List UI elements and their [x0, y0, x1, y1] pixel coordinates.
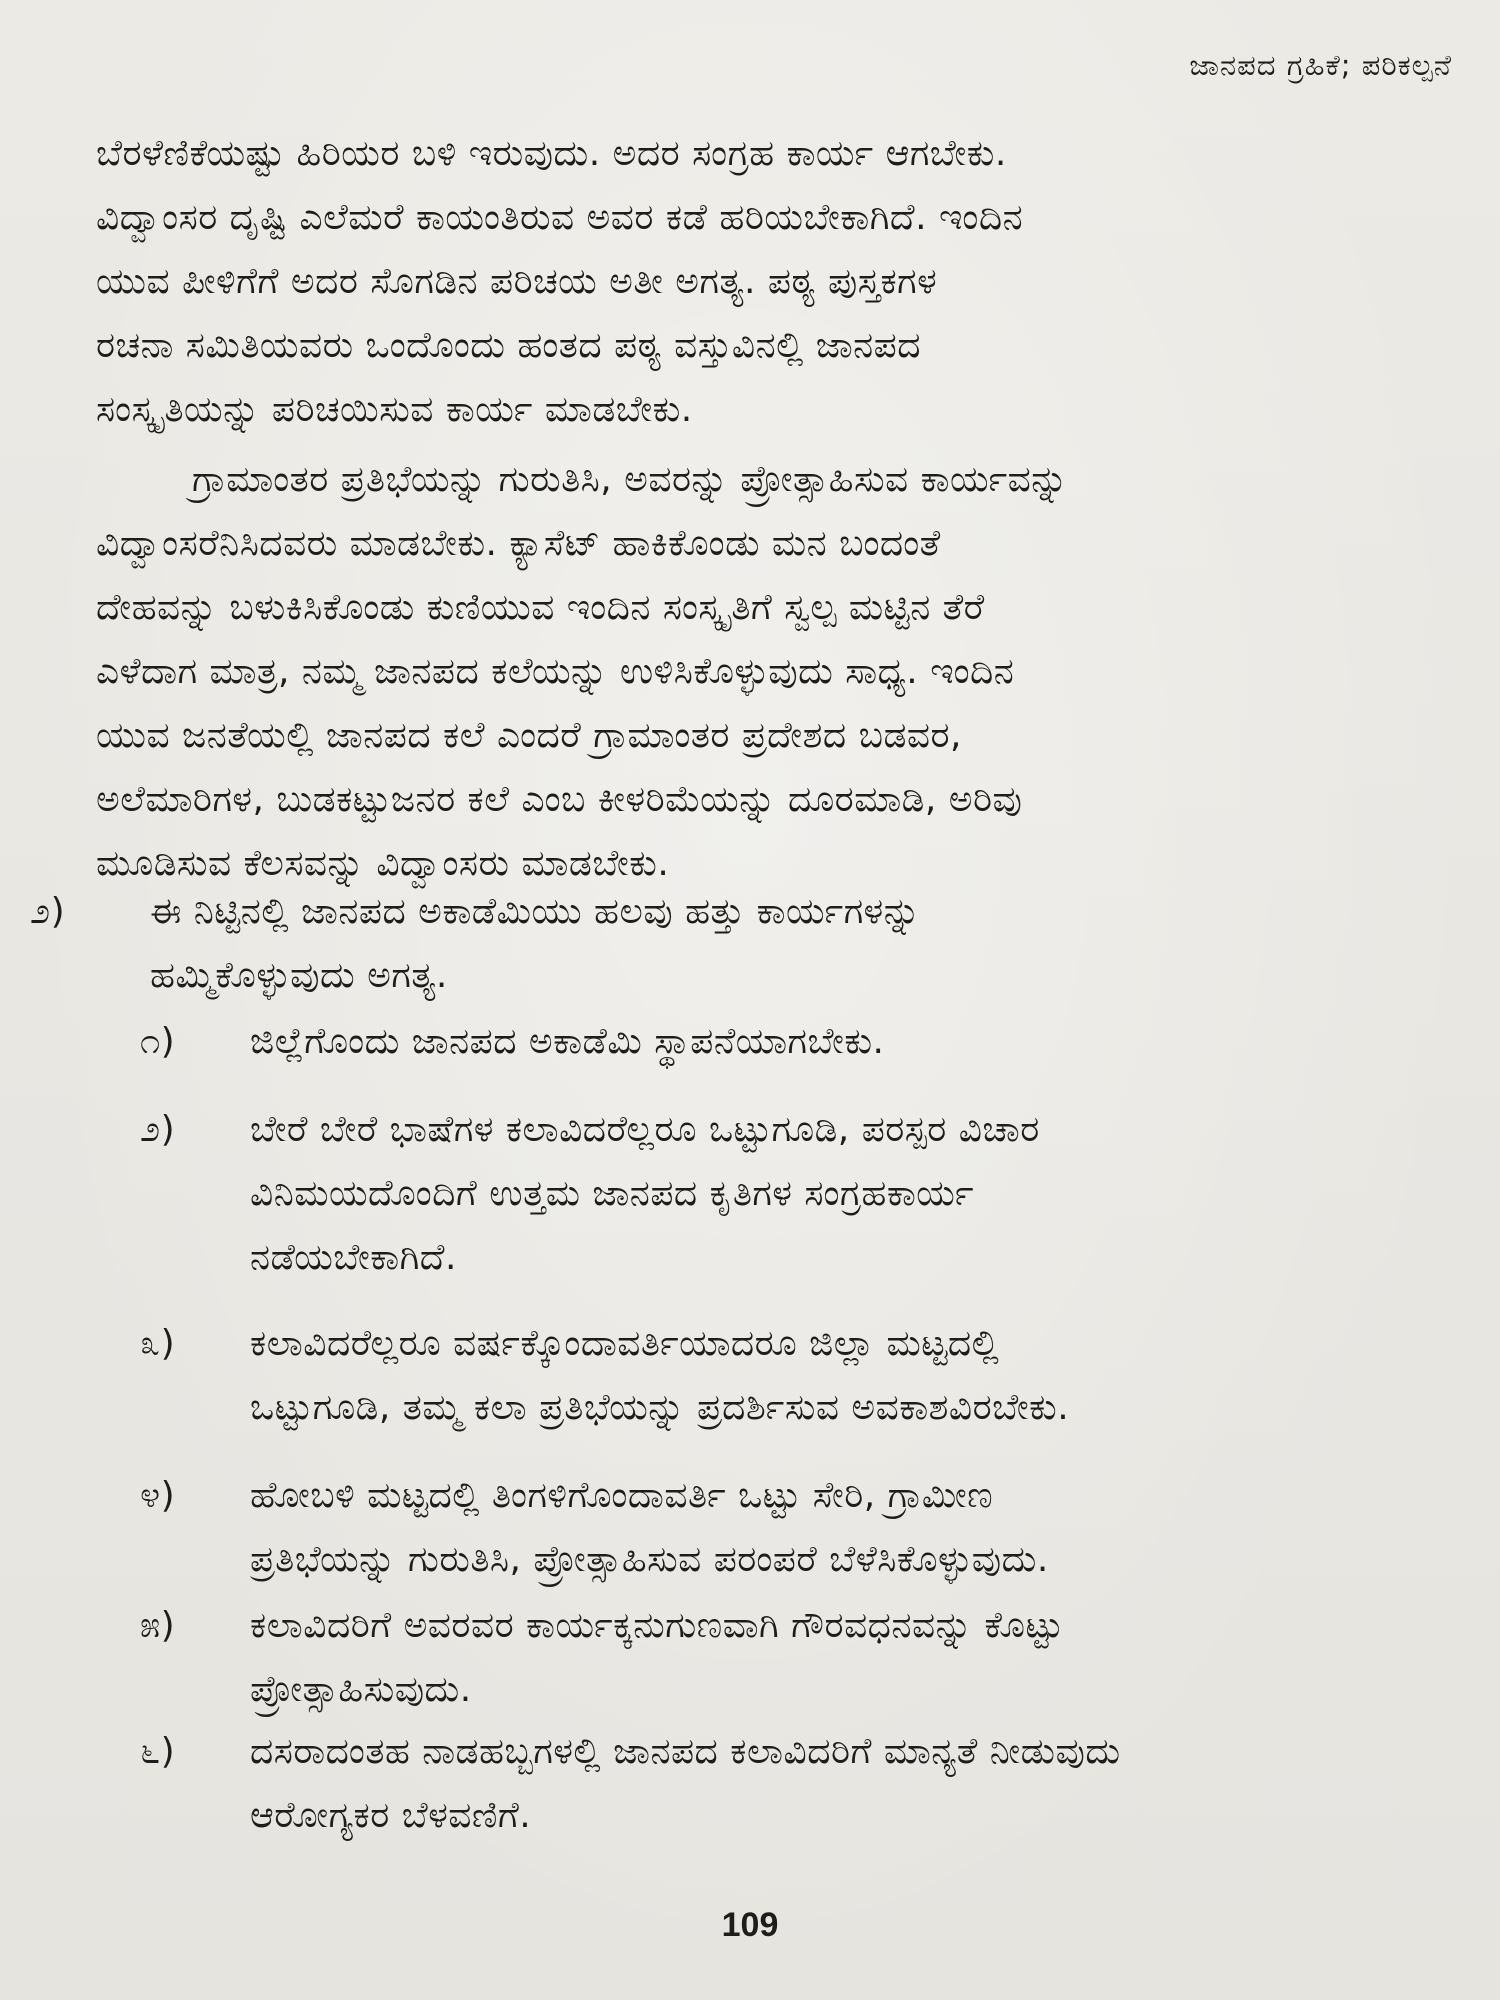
list-number: ೧) [140, 1021, 176, 1062]
list-item [140, 1594, 1450, 1722]
list-item-line: ಒಟ್ಟುಗೂಡಿ, ತಮ್ಮ ಕಲಾ ಪ್ರತಿಭೆಯನ್ನು ಪ್ರದರ್ಶಿಸುವ ಅವಕಾಶವಿರಬೇಕು. [250, 1387, 1070, 1428]
paragraph-line: ವಿದ್ವಾಂಸರೆನಿಸಿದವರು ಮಾಡಬೇಕು. ಕ್ಯಾಸೆಟ್ ಹಾಕಿಕೊಂಡು ಮನ ಬಂದಂತೆ [96, 523, 941, 564]
list-item [140, 1464, 1450, 1592]
list-item-line: ಪ್ರೋತ್ಸಾಹಿಸುವುದು. [250, 1669, 472, 1710]
list-number: ೫) [140, 1605, 176, 1646]
paragraph-line: ದೇಹವನ್ನು ಬಳುಕಿಸಿಕೊಂಡು ಕುಣಿಯುವ ಇಂದಿನ ಸಂಸ್ಕೃತಿಗೆ ಸ್ವಲ್ಪ ಮಟ್ಟಿನ ತೆರೆ [96, 587, 985, 628]
page-number: 109 [721, 1906, 779, 1944]
paragraph-1 [96, 122, 1456, 442]
list-item-main [30, 880, 1450, 1008]
list-item-line: ಆರೋಗ್ಯಕರ ಬೆಳವಣಿಗೆ. [250, 1795, 532, 1836]
running-header: ಜಾನಪದ ಗ್ರಹಿಕೆ; ಪರಿಕಲ್ಪನೆ [1189, 48, 1452, 82]
paragraph-line: ಮೂಡಿಸುವ ಕೆಲಸವನ್ನು ವಿದ್ವಾಂಸರು ಮಾಡಬೇಕು. [96, 843, 670, 884]
paragraph-line: ಗ್ರಾಮಾಂತರ ಪ್ರತಿಭೆಯನ್ನು ಗುರುತಿಸಿ, ಅವರನ್ನು ಪ್ರೋತ್ಸಾಹಿಸುವ ಕಾರ್ಯವನ್ನು [192, 459, 1069, 500]
list-item [140, 1720, 1450, 1848]
list-item-line: ಹಮ್ಮಿಕೊಳ್ಳುವುದು ಅಗತ್ಯ. [150, 955, 448, 996]
list-item [140, 1010, 1450, 1074]
paragraph-line: ರಚನಾ ಸಮಿತಿಯವರು ಒಂದೊಂದು ಹಂತದ ಪಠ್ಯ ವಸ್ತುವಿನಲ್ಲಿ ಜಾನಪದ [96, 325, 922, 366]
list-number: ೪) [140, 1475, 176, 1516]
list-item-line: ಪ್ರತಿಭೆಯನ್ನು ಗುರುತಿಸಿ, ಪ್ರೋತ್ಸಾಹಿಸುವ ಪರಂಪರೆ ಬೆಳೆಸಿಕೊಳ್ಳುವುದು. [250, 1539, 1049, 1580]
paragraph-line: ಅಲೆಮಾರಿಗಳ, ಬುಡಕಟ್ಟುಜನರ ಕಲೆ ಎಂಬ ಕೀಳರಿಮೆಯನ್ನು ದೂರಮಾಡಿ, ಅರಿವು [96, 779, 1023, 820]
list-item-line: ನಡೆಯಬೇಕಾಗಿದೆ. [250, 1237, 457, 1278]
list-item-line: ಹೋಬಳಿ ಮಟ್ಟದಲ್ಲಿ ತಿಂಗಳಿಗೊಂದಾವರ್ತಿ ಒಟ್ಟು ಸೇರಿ, ಗ್ರಾಮೀಣ [250, 1475, 994, 1516]
list-number: ೩) [140, 1323, 176, 1364]
list-item [140, 1098, 1450, 1290]
paragraph-line: ಬೆರಳೆಣಿಕೆಯಷ್ಟು ಹಿರಿಯರ ಬಳಿ ಇರುವುದು. ಅದರ ಸಂಗ್ರಹ ಕಾರ್ಯ ಆಗಬೇಕು. [96, 133, 1007, 174]
list-item-line: ಜಿಲ್ಲೆಗೊಂದು ಜಾನಪದ ಅಕಾಡೆಮಿ ಸ್ಥಾಪನೆಯಾಗಬೇಕು. [250, 1021, 885, 1062]
list-item-line: ವಿನಿಮಯದೊಂದಿಗೆ ಉತ್ತಮ ಜಾನಪದ ಕೃತಿಗಳ ಸಂಗ್ರಹಕಾರ್ಯ [250, 1173, 974, 1214]
list-number: ೨) [30, 891, 66, 932]
list-item-line: ಕಲಾವಿದರಿಗೆ ಅವರವರ ಕಾರ್ಯಕ್ಕನುಗುಣವಾಗಿ ಗೌರವಧನವನ್ನು ಕೊಟ್ಟು [250, 1605, 1064, 1646]
list-item-line: ಕಲಾವಿದರೆಲ್ಲರೂ ವರ್ಷಕ್ಕೊಂದಾವರ್ತಿಯಾದರೂ ಜಿಲ್ಲಾ ಮಟ್ಟದಲ್ಲಿ [250, 1323, 1000, 1364]
list-item-line: ಬೇರೆ ಬೇರೆ ಭಾಷೆಗಳ ಕಲಾವಿದರೆಲ್ಲರೂ ಒಟ್ಟುಗೂಡಿ, ಪರಸ್ಪರ ವಿಚಾರ [250, 1109, 1040, 1150]
paragraph-line: ಯುವ ಜನತೆಯಲ್ಲಿ ಜಾನಪದ ಕಲೆ ಎಂದರೆ ಗ್ರಾಮಾಂತರ ಪ್ರದೇಶದ ಬಡವರ, [96, 715, 962, 756]
list-number: ೬) [140, 1731, 176, 1772]
list-item-line: ಈ ನಿಟ್ಟಿನಲ್ಲಿ ಜಾನಪದ ಅಕಾಡೆಮಿಯು ಹಲವು ಹತ್ತು ಕಾರ್ಯಗಳನ್ನು [150, 891, 921, 932]
paragraph-line: ಯುವ ಪೀಳಿಗೆಗೆ ಅದರ ಸೊಗಡಿನ ಪರಿಚಯ ಅತೀ ಅಗತ್ಯ. ಪಠ್ಯ ಪುಸ್ತಕಗಳ [96, 261, 938, 302]
paragraph-line: ಎಳೆದಾಗ ಮಾತ್ರ, ನಮ್ಮ ಜಾನಪದ ಕಲೆಯನ್ನು ಉಳಿಸಿಕೊಳ್ಳುವುದು ಸಾಧ್ಯ. ಇಂದಿನ [96, 651, 1015, 692]
paragraph-line: ವಿದ್ವಾಂಸರ ದೃಷ್ಟಿ ಎಲೆಮರೆ ಕಾಯಂತಿರುವ ಅವರ ಕಡೆ ಹರಿಯಬೇಕಾಗಿದೆ. ಇಂದಿನ [96, 197, 1024, 238]
list-number: ೨) [140, 1109, 176, 1150]
list-item-line: ದಸರಾದಂತಹ ನಾಡಹಬ್ಬಗಳಲ್ಲಿ ಜಾನಪದ ಕಲಾವಿದರಿಗೆ ಮಾನ್ಯತೆ ನೀಡುವುದು [250, 1731, 1121, 1772]
list-item [140, 1312, 1450, 1440]
paragraph-line: ಸಂಸ್ಕೃತಿಯನ್ನು ಪರಿಚಯಿಸುವ ಕಾರ್ಯ ಮಾಡಬೇಕು. [96, 389, 693, 430]
paragraph-2 [96, 448, 1456, 896]
